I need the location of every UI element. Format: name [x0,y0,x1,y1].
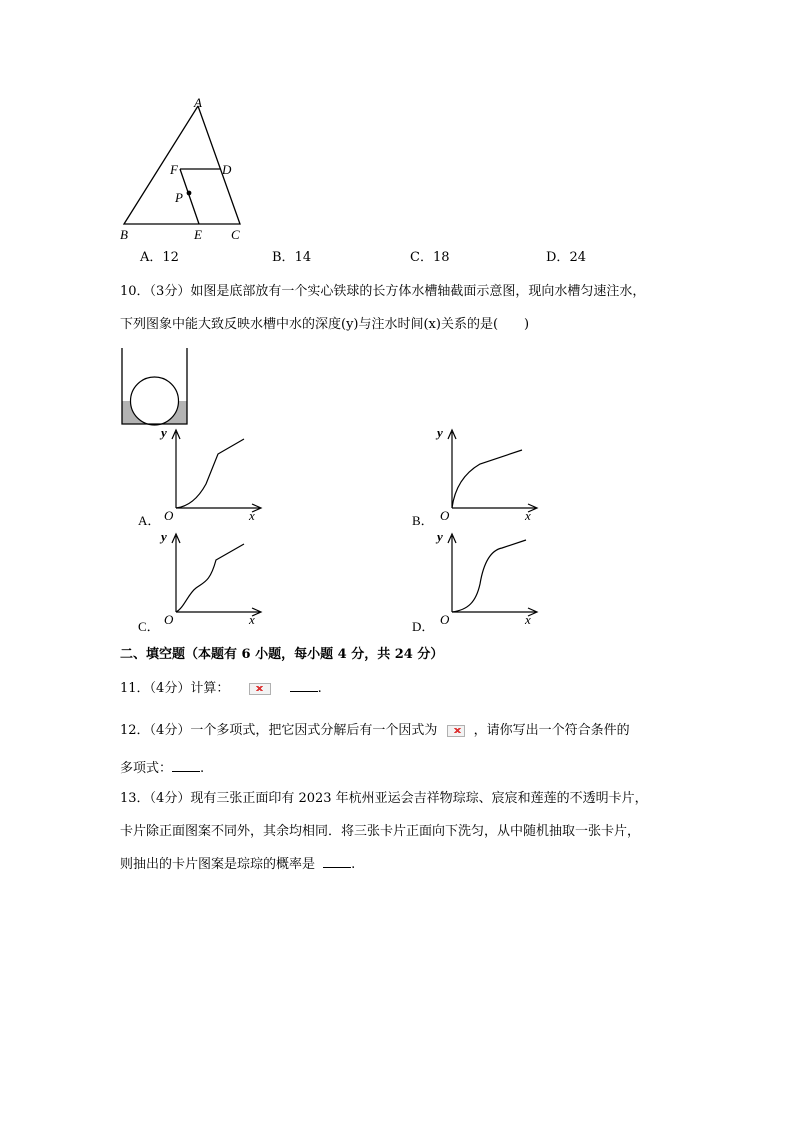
graph-b [406,426,546,530]
q12-line2 [120,762,204,775]
q11 [120,682,322,695]
label-c: C [231,227,240,242]
q12-prefix: 12．（4分）一个多项式，把它因式分解后有一个因式为 [120,723,438,738]
origin-label: O [440,508,450,523]
q10-text-line2: 下列图象中能大致反映水槽中水的深度(y)与注水时间(x)关系的是( ) [120,317,530,332]
option-label: A． [138,513,161,528]
point-p [187,191,192,196]
option-letter: A． [140,250,163,265]
curve-d [452,540,526,612]
y-label: y [437,426,443,440]
q13-line2: 卡片除正面图案不同外，其余均相同．将三张卡片正面向下洗匀，从中随机抽取一张卡片， [120,824,641,839]
x-label: x [525,508,531,523]
q9-option-d [546,251,586,264]
label-a: A [194,95,202,110]
y-label: y [161,530,167,544]
x-label: x [525,612,531,627]
q11-prefix: 11．（4分）计算： [120,681,230,696]
q12-line2-prefix: 多项式： [120,761,173,776]
q9-triangle-figure [110,92,260,244]
origin-label: O [164,508,174,523]
label-b: B [120,227,128,242]
origin-label: O [440,612,450,627]
q9-option-c [410,251,450,264]
y-label: y [161,426,167,440]
option-label: C． [138,619,160,634]
option-letter: B． [272,250,295,265]
q13-line1: 13．（4分）现有三张正面印有 2023 年杭州亚运会吉祥物琮琮、宸宸和莲莲的不透明卡片， [120,791,648,806]
option-value: 24 [569,250,586,265]
option-label: D． [412,619,435,634]
q11-suffix: . [317,681,322,696]
graph-c [130,530,270,634]
q12-answer-blank[interactable] [172,771,200,772]
option-value: 18 [432,250,450,265]
q12-line1 [120,724,630,737]
curve-b [452,450,522,508]
graph-a [130,426,270,530]
q9-option-a [140,251,179,264]
option-value: 14 [294,250,312,265]
q13-answer-blank[interactable] [323,867,351,868]
q13-line3-suffix: . [351,857,356,872]
x-label: x [249,508,255,523]
graph-d [406,530,546,634]
q13-line3-prefix: 则抽出的卡片图案是琮琮的概率是 [120,857,316,872]
y-label: y [437,530,443,544]
section2-heading: 二、填空题（本题有 6 小题，每小题 4 分，共 24 分） [120,647,444,662]
iron-ball [131,377,179,425]
option-letter: C． [410,250,433,265]
origin-label: O [164,612,174,627]
factor-image-icon [447,725,465,737]
curve-c [176,544,244,612]
q9-option-b [272,251,311,264]
label-d: D [222,162,232,177]
q12-middle: ，请你写出一个符合条件的 [473,723,630,738]
label-e: E [194,227,202,242]
q12-line2-suffix: . [200,761,205,776]
curve-a [176,439,244,508]
x-label: x [249,612,255,627]
option-value: 12 [162,250,179,265]
water-tank-figure [118,346,194,430]
q13-line3 [120,858,355,871]
q10-text-line1: 10．（3分）如图是底部放有一个实心铁球的长方体水槽轴截面示意图，现向水槽匀速注水， [120,284,646,299]
q11-answer-blank[interactable] [290,691,318,692]
formula-image-icon [249,683,271,695]
option-label: B． [412,513,434,528]
label-f: F [170,162,178,177]
label-p: P [175,190,183,205]
option-letter: D． [546,250,570,265]
